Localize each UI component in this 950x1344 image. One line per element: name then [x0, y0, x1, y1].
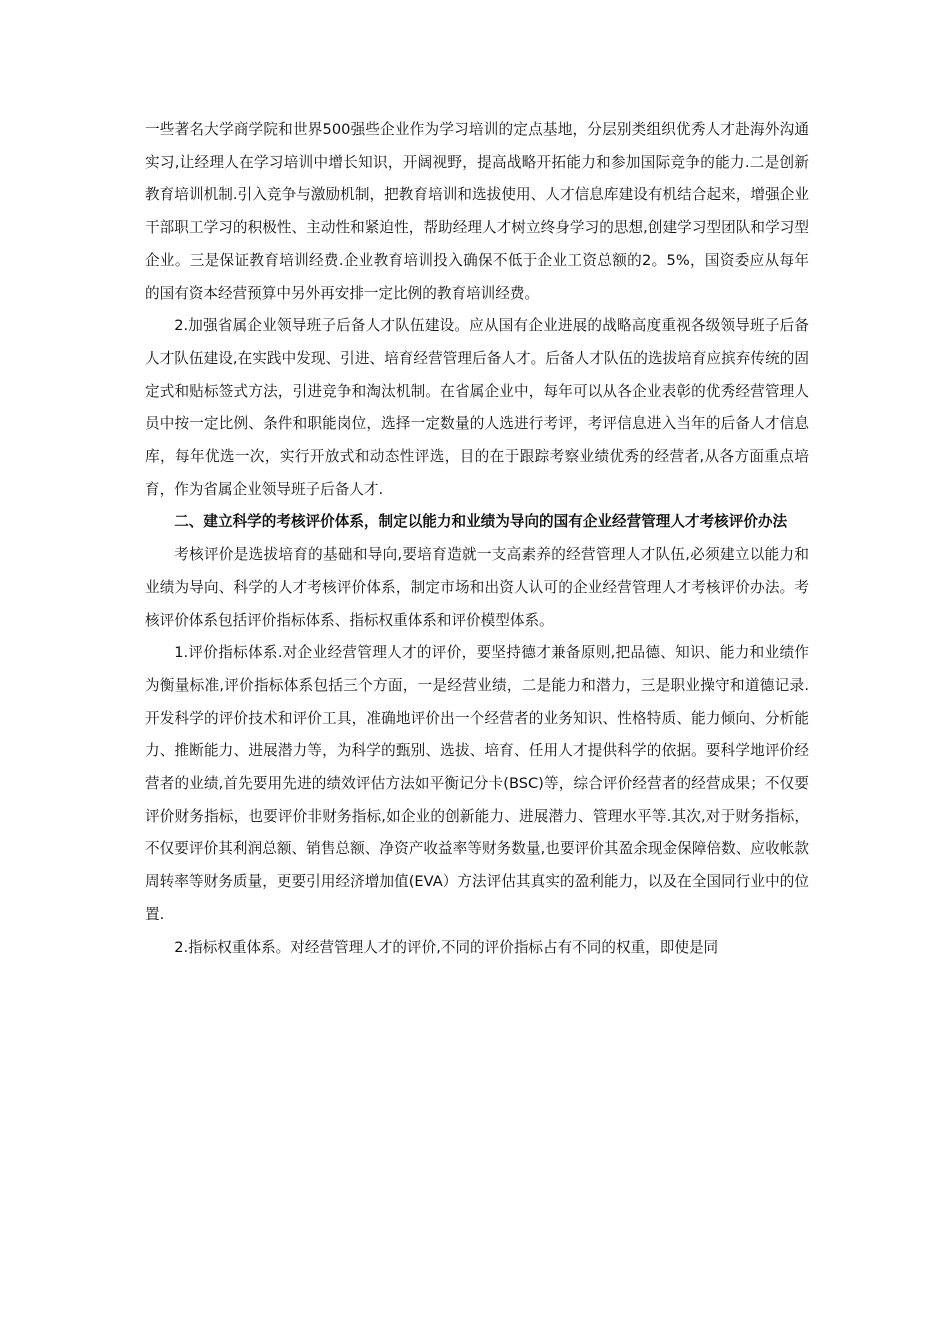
- paragraph-backup-talent: 2.加强省属企业领导班子后备人才队伍建设。应从国有企业进展的战略高度重视各级领导班子后备人才队伍建设,在实践中发现、引进、培育经营管理后备人才。后备人才队伍的选拔培育应摈弃传统的固定式和贴标签式方法，引进竞争和淘汰机制。在省属企业中，每年可以从各企业表彰的优秀经营管理人员中按一定比例、条件和职能岗位，选择一定数量的人选进行考评，考评信息进入当年的后备人才信息库，每年优选一次，实行开放式和动态性评选，目的在于跟踪考察业绩优秀的经营者,从各方面重点培育，作为省属企业领导班子后备人才.: [145, 317, 809, 498]
- paragraph-weight-system: 2.指标权重体系。对经营管理人才的评价,不同的评价指标占有不同的权重，即使是同: [174, 938, 719, 956]
- document-body: [145, 114, 809, 964]
- paragraph-indicator-system: 1.评价指标体系.对企业经营管理人才的评价，要坚持德才兼备原则,把品德、知识、能力和业绩作为衡量标准,评价指标体系包括三个方面，一是经营业绩，二是能力和潜力，三是职业操守和道德记录.开发科学的评价技术和评价工具，准确地评价出一个经营者的业务知识、性格特质、能力倾向、分析能力、推断能力、进展潜力等，为科学的甄别、选拔、培育、任用人才提供科学的依据。要科学地评价经营者的业绩,首先要用先进的绩效评估方法如平衡记分卡(BSC)等，综合评价经营者的经营成果；不仅要评价财务指标，也要评价非财务指标,如企业的创新能力、进展潜力、管理水平等.其次,对于财务指标，不仅要评价其利润总额、销售总额、净资产收益率等财务数量,也要评价其盈余现金保障倍数、应收帐款周转率等财务质量，更要引用经济增加值(EVA）方法评估其真实的盈利能力，以及在全国同行业中的位置.: [145, 644, 809, 923]
- paragraph-evaluation-intro: 考核评价是选拔培育的基础和导向,要培育造就一支高素养的经营管理人才队伍,必须建立以能力和业绩为导向、科学的人才考核评价体系，制定市场和出资人认可的企业经营管理人才考核评价办法。考核评价体系包括评价指标体系、指标权重体系和评价模型体系。: [145, 546, 809, 629]
- paragraph-continuation: 一些著名大学商学院和世界500强些企业作为学习培训的定点基地，分层别类组织优秀人才赴海外沟通实习,让经理人在学习培训中增长知识，开阔视野，提高战略开拓能力和参加国际竞争的能力.二是创新教育培训机制.引入竞争与激励机制，把教育培训和选拔使用、人才信息库建设有机结合起来，增强企业干部职工学习的积极性、主动性和紧迫性，帮助经理人才树立终身学习的思想,创建学习型团队和学习型企业。三是保证教育培训经费.企业教育培训投入确保不低于企业工资总额的2。5%，国资委应从每年的国有资本经营预算中另外再安排一定比例的教育培训经费。: [145, 121, 809, 302]
- section-heading: 二、建立科学的考核评价体系，制定以能力和业绩为导向的国有企业经营管理人才考核评价办法: [174, 513, 788, 531]
